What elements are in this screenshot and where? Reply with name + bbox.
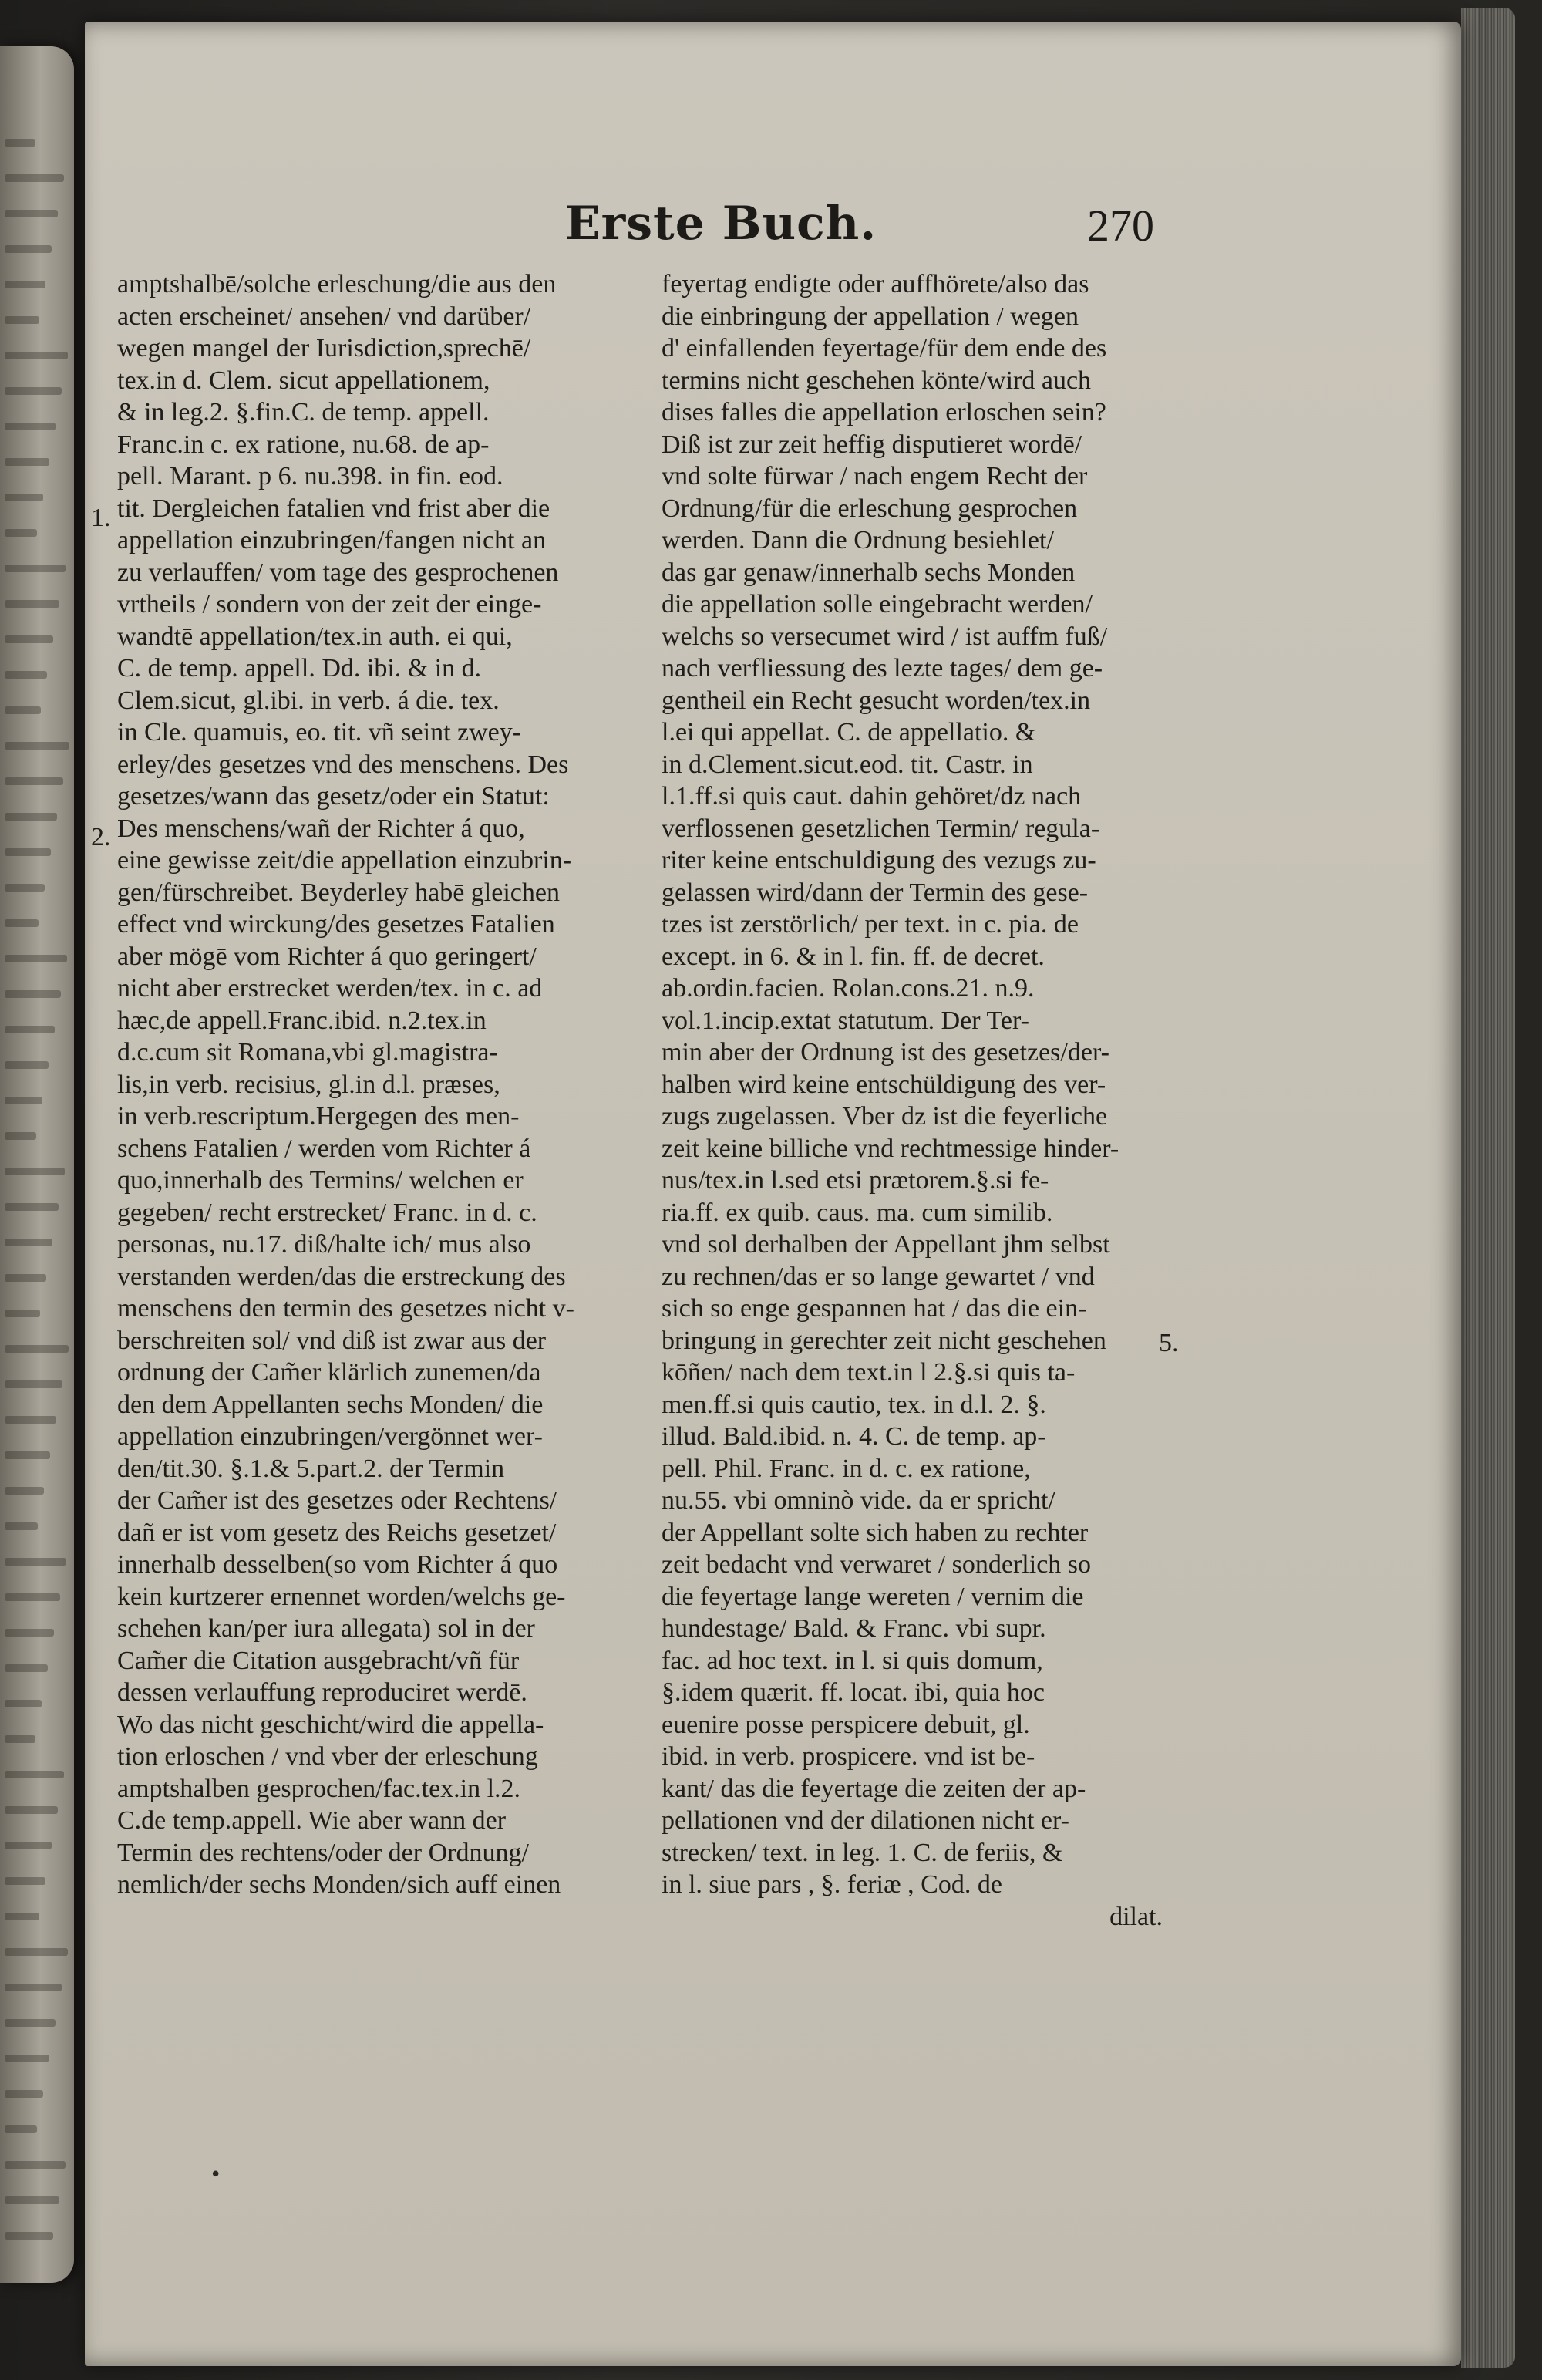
text-line: Diß ist zur zeit heffig disputieret wordē/ xyxy=(662,430,1082,459)
text-line: vnd sol derhalben der Appellant jhm selbst xyxy=(662,1230,1110,1259)
text-line: vnd solte fürwar / nach engem Recht der xyxy=(662,462,1088,490)
text-line: die feyertage lange wereten / vernim die xyxy=(662,1582,1084,1611)
previous-page-text-fragment xyxy=(5,2196,59,2204)
text-line: ibid. in verb. prospicere. vnd ist be- xyxy=(662,1742,1035,1771)
text-line: hæc,de appell.Franc.ibid. n.2.tex.in xyxy=(117,1006,487,1035)
text-line: tit. Dergleichen fatalien vnd frist aber die xyxy=(117,494,550,523)
previous-page-text-fragment xyxy=(5,1522,38,1530)
previous-page-text-fragment xyxy=(5,352,68,359)
text-line: personas, nu.17. diß/halte ich/ mus also xyxy=(117,1230,531,1259)
text-line: den dem Appellanten sechs Monden/ die xyxy=(117,1390,544,1419)
text-line: gegeben/ recht erstrecket/ Franc. in d. c. xyxy=(117,1198,537,1227)
previous-page-text-fragment xyxy=(5,1842,52,1849)
previous-page-text-fragment xyxy=(5,1735,35,1743)
previous-page-text-fragment xyxy=(5,1487,44,1495)
previous-page-text-fragment xyxy=(5,706,41,714)
text-line: zu verlauffen/ vom tage des gesprochenen xyxy=(117,558,559,587)
text-line: schens Fatalien / werden vom Richter á xyxy=(117,1134,531,1163)
previous-page-text-fragment xyxy=(5,1984,62,1991)
text-line: der Appellant solte sich haben zu rechter xyxy=(662,1518,1089,1547)
text-line: gentheil ein Recht gesucht worden/tex.in xyxy=(662,686,1091,715)
text-line: in d.Clement.sicut.eod. tit. Castr. in xyxy=(662,750,1033,779)
text-line: nach verfliessung des lezte tages/ dem ge- xyxy=(662,654,1103,683)
text-line: Franc.in c. ex ratione, nu.68. de ap- xyxy=(117,430,490,459)
text-line: wandtē appellation/tex.in auth. ei qui, xyxy=(117,622,513,651)
previous-page-text-fragment xyxy=(5,2019,56,2027)
previous-page-text-fragment xyxy=(5,458,49,466)
text-line: kein kurtzerer ernennet worden/welchs ge- xyxy=(117,1582,566,1611)
previous-page-text-fragment xyxy=(5,2232,53,2240)
previous-page-text-fragment xyxy=(5,565,66,572)
text-line: aber mögē vom Richter á quo geringert/ xyxy=(117,942,537,971)
previous-page-text-fragment xyxy=(5,494,43,501)
previous-page-text-fragment xyxy=(5,387,62,395)
text-line: min aber der Ordnung ist des gesetzes/der- xyxy=(662,1038,1109,1067)
previous-page-text-fragment xyxy=(5,1700,42,1707)
text-line: pellationen vnd der dilationen nicht er- xyxy=(662,1806,1069,1835)
text-line: kōñen/ nach dem text.in l 2.§.si quis ta- xyxy=(662,1358,1076,1387)
text-line: quo,innerhalb des Termins/ welchen er xyxy=(117,1166,524,1195)
previous-page-text-fragment xyxy=(5,1203,59,1211)
previous-page-text-fragment xyxy=(5,281,45,288)
text-line: illud. Bald.ibid. n. 4. C. de temp. ap- xyxy=(662,1422,1046,1451)
previous-page-text-fragment xyxy=(5,1380,62,1388)
previous-page-text-fragment xyxy=(5,1451,50,1459)
text-line: schehen kan/per iura allegata) sol in der xyxy=(117,1614,535,1643)
text-line: den/tit.30. §.1.& 5.part.2. der Termin xyxy=(117,1454,505,1483)
text-line: euenire posse perspicere debuit, gl. xyxy=(662,1710,1030,1739)
previous-page-text-fragment xyxy=(5,1132,36,1140)
previous-page-text-fragment xyxy=(5,1771,64,1778)
text-line: men.ff.si quis cautio, tex. in d.l. 2. §. xyxy=(662,1390,1046,1419)
text-line: zeit bedacht vnd verwaret / sonderlich so xyxy=(662,1550,1092,1579)
text-line: pell. Phil. Franc. in d. c. ex ratione, xyxy=(662,1454,1031,1483)
text-line: halben wird keine entschüldigung des ver- xyxy=(662,1070,1106,1099)
text-line: feyertag endigte oder auffhörete/also das xyxy=(662,270,1089,298)
text-line: pell. Marant. p 6. nu.398. in fin. eod. xyxy=(117,462,503,490)
text-line: C.de temp.appell. Wie aber wann der xyxy=(117,1806,507,1835)
previous-page-text-fragment xyxy=(5,316,39,324)
previous-page-text-fragment xyxy=(5,813,57,821)
previous-page-text-fragment xyxy=(5,990,61,998)
previous-page-text-fragment xyxy=(5,1310,40,1317)
previous-page-text-fragment xyxy=(5,2090,43,2098)
previous-page-text-fragment xyxy=(5,245,52,253)
previous-page-text-fragment xyxy=(5,139,35,147)
text-line: menschens den termin des gesetzes nicht v- xyxy=(117,1294,574,1323)
previous-page-text-fragment xyxy=(5,635,53,643)
previous-page-text-fragment xyxy=(5,1061,49,1069)
text-line: Wo das nicht geschicht/wird die appella- xyxy=(117,1710,544,1739)
previous-page-text-fragment xyxy=(5,742,69,750)
page-header xyxy=(85,197,1461,266)
text-line: wegen mangel der Iurisdiction,sprechē/ xyxy=(117,334,531,362)
text-line: C. de temp. appell. Dd. ibi. & in d. xyxy=(117,654,482,683)
previous-page-text-fragment xyxy=(5,2125,37,2133)
previous-page-text-fragment xyxy=(5,1558,66,1566)
text-line: zugs zugelassen. Vber dz ist die feyerliche xyxy=(662,1102,1108,1131)
previous-page-text-fragment xyxy=(5,1026,55,1033)
text-line: nus/tex.in l.sed etsi prætorem.§.si fe- xyxy=(662,1166,1049,1195)
text-line: d.c.cum sit Romana,vbi gl.magistra- xyxy=(117,1038,498,1067)
text-line: vol.1.incip.extat statutum. Der Ter- xyxy=(662,1006,1029,1035)
text-line: appellation einzubringen/vergönnet wer- xyxy=(117,1422,543,1451)
running-head: Erste Buch. xyxy=(564,197,877,251)
text-line: Clem.sicut, gl.ibi. in verb. á die. tex. xyxy=(117,686,500,715)
text-line: tion erloschen / vnd vber der erleschung xyxy=(117,1742,538,1771)
text-line: tex.in d. Clem. sicut appellationem, xyxy=(117,366,490,395)
text-line: appellation einzubringen/fangen nicht an xyxy=(117,526,547,555)
text-line: l.1.ff.si quis caut. dahin gehöret/dz nach xyxy=(662,782,1082,811)
previous-page-text-fragment xyxy=(5,1948,68,1956)
text-line: ab.ordin.facien. Rolan.cons.21. n.9. xyxy=(662,974,1035,1003)
text-line: except. in 6. & in l. fin. ff. de decret. xyxy=(662,942,1045,971)
text-line: amptshalbē/solche erleschung/die aus den xyxy=(117,270,557,298)
text-line: in verb.rescriptum.Hergegen des men- xyxy=(117,1102,520,1131)
text-line: nemlich/der sechs Monden/sich auff einen xyxy=(117,1870,561,1899)
previous-page-text-fragment xyxy=(5,529,37,537)
text-line: amptshalben gesprochen/fac.tex.in l.2. xyxy=(117,1774,521,1803)
previous-page-text-fragment xyxy=(5,1168,65,1175)
text-line: Des menschens/wañ der Richter á quo, xyxy=(117,814,525,843)
previous-page-text-fragment xyxy=(5,1593,60,1601)
text-line: gelassen wird/dann der Termin des gese- xyxy=(662,878,1089,907)
text-line: acten erscheinet/ ansehen/ vnd darüber/ xyxy=(117,302,531,331)
previous-page-text-fragment xyxy=(5,848,51,856)
text-line: Ordnung/für die erleschung gesprochen xyxy=(662,494,1078,523)
text-line: berschreiten sol/ vnd diß ist zwar aus der xyxy=(117,1326,547,1355)
text-line: eine gewisse zeit/die appellation einzubrin- xyxy=(117,846,572,875)
text-line: dessen verlauffung reproduciret werdē. xyxy=(117,1678,527,1707)
previous-page-text-fragment xyxy=(5,1345,69,1353)
text-line: riter keine entschuldigung des vezugs zu- xyxy=(662,846,1096,875)
text-line: lis,in verb. recisius, gl.in d.l. præses, xyxy=(117,1070,500,1099)
previous-page-text-fragment xyxy=(5,600,59,608)
page-number: 270 xyxy=(1087,201,1154,251)
text-line: zeit keine billiche vnd rechtmessige hinder- xyxy=(662,1134,1119,1163)
previous-page-edge xyxy=(0,46,74,2283)
previous-page-text-fragment xyxy=(5,1629,54,1637)
text-line: hundestage/ Bald. & Franc. vbi supr. xyxy=(662,1614,1046,1643)
text-line: welchs so versecumet wird / ist auffm fuß/ xyxy=(662,622,1108,651)
text-line: in l. siue pars , §. feriæ , Cod. de xyxy=(662,1870,1002,1899)
text-line: das gar genaw/innerhalb sechs Monden xyxy=(662,558,1076,587)
text-line: die appellation solle eingebracht werden/ xyxy=(662,590,1093,619)
text-line: strecken/ text. in leg. 1. C. de feriis, & xyxy=(662,1838,1063,1867)
previous-page-text-fragment xyxy=(5,1877,45,1885)
text-line: bringung in gerechter zeit nicht geschehen xyxy=(662,1326,1106,1355)
text-line: dises falles die appellation erloschen sein? xyxy=(662,398,1106,426)
previous-page-text-fragment xyxy=(5,884,45,892)
previous-page-text-fragment xyxy=(5,1239,52,1246)
text-line: l.ei qui appellat. C. de appellatio. & xyxy=(662,718,1036,747)
previous-page-text-fragment xyxy=(5,1806,58,1814)
previous-page-text-fragment xyxy=(5,423,56,430)
previous-page-text-fragment xyxy=(5,919,39,927)
text-line: ordnung der Cam̃er klärlich zunemen/da xyxy=(117,1358,541,1387)
margin-note-marker: 2. xyxy=(91,823,111,851)
margin-note-marker: 1. xyxy=(91,504,111,532)
text-line: innerhalb desselben(so vom Richter á quo xyxy=(117,1550,558,1579)
text-line: d' einfallenden feyertage/für dem ende des xyxy=(662,334,1107,362)
text-line: in Cle. quamuis, eo. tit. vñ seint zwey- xyxy=(117,718,522,747)
text-line: sich so enge gespannen hat / das die ein- xyxy=(662,1294,1087,1323)
previous-page-text-fragment xyxy=(5,2161,66,2169)
previous-page-text-fragment xyxy=(5,1097,42,1104)
text-line: Cam̃er die Citation ausgebracht/vñ für xyxy=(117,1646,520,1675)
text-line: termins nicht geschehen könte/wird auch xyxy=(662,366,1092,395)
previous-page-text-fragment xyxy=(5,1416,56,1424)
text-line: nu.55. vbi omninò vide. da er spricht/ xyxy=(662,1486,1055,1515)
previous-page-text-fragment xyxy=(5,174,64,182)
text-line: gesetzes/wann das gesetz/oder ein Statut: xyxy=(117,782,550,811)
left-text-column xyxy=(117,268,611,1901)
previous-page-text-fragment xyxy=(5,955,67,962)
text-line: zu rechnen/das er so lange gewartet / vnd xyxy=(662,1262,1095,1291)
text-line: verstanden werden/das die erstreckung des xyxy=(117,1262,566,1291)
previous-page-text-fragment xyxy=(5,1913,39,1920)
text-line: die einbringung der appellation / wegen xyxy=(662,302,1079,331)
page-block-edge xyxy=(1461,8,1515,2368)
previous-page-text-fragment xyxy=(5,210,58,217)
text-line: tzes ist zerstörlich/ per text. in c. pia. de xyxy=(662,910,1079,939)
text-line: ria.ff. ex quib. caus. ma. cum similib. xyxy=(662,1198,1053,1227)
text-line: Termin des rechtens/oder der Ordnung/ xyxy=(117,1838,529,1867)
text-line: gen/fürschreibet. Beyderley habē gleichen xyxy=(117,878,560,907)
text-line: verflossenen gesetzlichen Termin/ regula- xyxy=(662,814,1100,843)
text-line: werden. Dann die Ordnung besiehlet/ xyxy=(662,526,1054,555)
ink-mark: • xyxy=(210,2163,222,2186)
previous-page-text-fragment xyxy=(5,1664,48,1672)
text-line: kant/ das die feyertage die zeiten der ap- xyxy=(662,1774,1086,1803)
text-line: effect vnd wirckung/des gesetzes Fatalien xyxy=(117,910,555,939)
text-line: der Cam̃er ist des gesetzes oder Rechtens/ xyxy=(117,1486,557,1515)
text-line: fac. ad hoc text. in l. si quis domum, xyxy=(662,1646,1043,1675)
text-line: §.idem quærit. ff. locat. ibi, quia hoc xyxy=(662,1678,1045,1707)
text-line: & in leg.2. §.fin.C. de temp. appell. xyxy=(117,398,490,426)
text-line: dañ er ist vom gesetz des Reichs gesetzet/ xyxy=(117,1518,557,1547)
previous-page-text-fragment xyxy=(5,671,47,679)
previous-page-text-fragment xyxy=(5,777,63,785)
text-line: dilat. xyxy=(1109,1902,1163,1931)
text-line: vrtheils / sondern von der zeit der einge- xyxy=(117,590,542,619)
text-line: nicht aber erstrecket werden/tex. in c. ad xyxy=(117,974,543,1003)
right-text-column xyxy=(662,268,1163,1933)
text-line: erley/des gesetzes vnd des menschens. Des xyxy=(117,750,569,779)
margin-note-marker: 5. xyxy=(1159,1329,1179,1357)
previous-page-text-fragment xyxy=(5,2055,49,2062)
previous-page-text-fragment xyxy=(5,1274,46,1282)
